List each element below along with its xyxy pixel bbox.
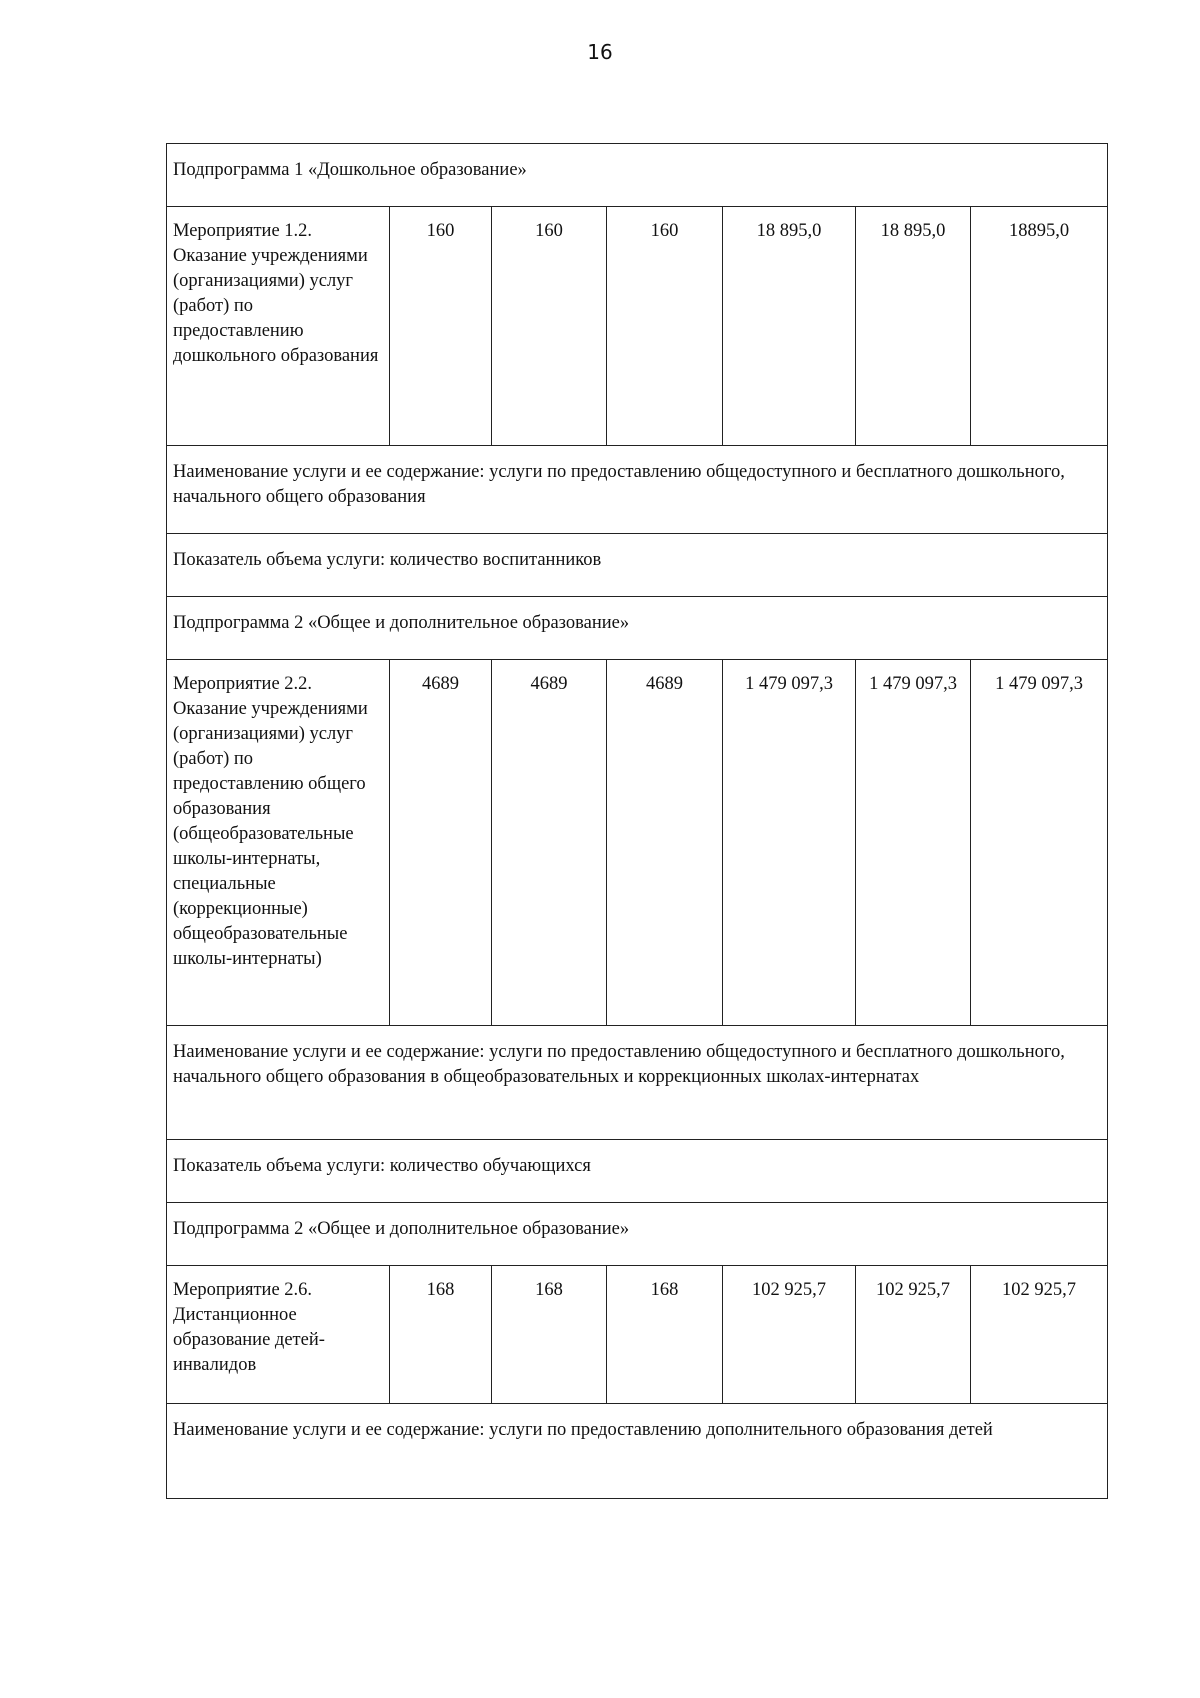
subprogram-row — [167, 1203, 1108, 1266]
volume-indicator-row — [167, 1140, 1108, 1203]
activity-value: 102 925,7 — [723, 1266, 856, 1404]
activity-value: 102 925,7 — [856, 1266, 971, 1404]
volume-indicator: Показатель объема услуги: количество обучающихся — [167, 1140, 1108, 1203]
subprogram-row — [167, 144, 1108, 207]
subprogram-row — [167, 597, 1108, 660]
activity-value: 168 — [492, 1266, 607, 1404]
subprogram-title: Подпрограмма 2 «Общее и дополнительное образование» — [167, 597, 1108, 660]
service-name-row — [167, 1404, 1108, 1499]
activity-value: 4689 — [607, 660, 723, 1026]
activity-value: 4689 — [492, 660, 607, 1026]
service-name-row — [167, 1026, 1108, 1140]
services-table — [166, 143, 1108, 1499]
activity-value: 168 — [390, 1266, 492, 1404]
activity-row — [167, 1266, 1108, 1404]
activity-value: 1 479 097,3 — [723, 660, 856, 1026]
service-name-row — [167, 446, 1108, 534]
activity-value: 160 — [607, 207, 723, 446]
activity-label: Мероприятие 2.2. Оказание учреждениями (организациями) услуг (работ) по предоставлению общего образования (общеобразовательные школы-интернаты, специальные (коррекционные) общеобразовательные школы-интернаты) — [167, 660, 390, 1026]
activity-value: 4689 — [390, 660, 492, 1026]
activity-row — [167, 207, 1108, 446]
activity-value: 18895,0 — [971, 207, 1108, 446]
volume-indicator: Показатель объема услуги: количество воспитанников — [167, 534, 1108, 597]
activity-row — [167, 660, 1108, 1026]
service-name: Наименование услуги и ее содержание: услуги по предоставлению общедоступного и бесплатного дошкольного, начального общего образования — [167, 446, 1108, 534]
activity-value: 18 895,0 — [723, 207, 856, 446]
activity-value: 18 895,0 — [856, 207, 971, 446]
volume-indicator-row — [167, 534, 1108, 597]
activity-label: Мероприятие 2.6. Дистанционное образование детей-инвалидов — [167, 1266, 390, 1404]
activity-value: 160 — [390, 207, 492, 446]
activity-value: 160 — [492, 207, 607, 446]
subprogram-title: Подпрограмма 1 «Дошкольное образование» — [167, 144, 1108, 207]
service-name: Наименование услуги и ее содержание: услуги по предоставлению дополнительного образования детей — [167, 1404, 1108, 1499]
activity-value: 1 479 097,3 — [856, 660, 971, 1026]
subprogram-title: Подпрограмма 2 «Общее и дополнительное образование» — [167, 1203, 1108, 1266]
activity-value: 168 — [607, 1266, 723, 1404]
service-name: Наименование услуги и ее содержание: услуги по предоставлению общедоступного и бесплатного дошкольного, начального общего образования в общеобразовательных и коррекционных школах-интернатах — [167, 1026, 1108, 1140]
activity-label: Мероприятие 1.2. Оказание учреждениями (организациями) услуг (работ) по предоставлению дошкольного образования — [167, 207, 390, 446]
activity-value: 102 925,7 — [971, 1266, 1108, 1404]
activity-value: 1 479 097,3 — [971, 660, 1108, 1026]
page-number: 16 — [587, 40, 613, 64]
